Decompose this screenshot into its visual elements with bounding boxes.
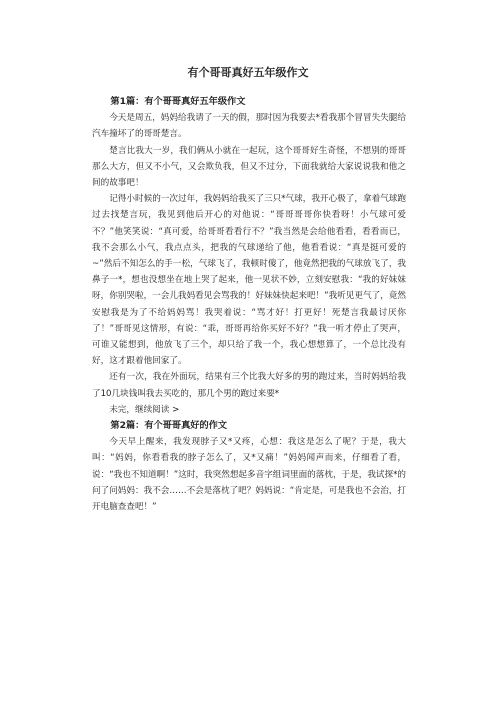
section-2-heading: 第2篇：有个哥哥真好的作文 <box>110 420 228 432</box>
section-2-paragraph-1: 今天早上醒来，我发现脖子又*又疼，心想：我这是怎么了呢？于是，我大叫：“妈妈，你看看我的脖子怎么了，又*又痛！”妈妈闻声而来，仔细看了看，说：“我也不知道啊！”这时，我突然想起多音字组词里面的落枕，于是，我试探*的问了问妈妈：我不会……不会是落枕了吧？妈妈说：“肯定是，可是我也不会治，打开电脑查查吧！” <box>92 437 406 513</box>
continue-reading-link[interactable]: 未完，继续阅读 > <box>109 404 180 415</box>
section-1-paragraph-2: 楚言比我大一岁，我们俩从小就在一起玩，这个哥哥好生奇怪，不想别的哥哥那么大方，但又不小气，又会欺负我，但又不过分，下面我就给大家说说我和他之间的故事吧！ <box>92 145 406 189</box>
section-1-paragraph-1: 今天是周五，妈妈给我请了一天的假，那时因为我要去*看我那个冒冒失失腿给汽车撞坏了的哥哥楚言。 <box>92 113 406 140</box>
section-1-paragraph-4: 还有一次，我在外面玩，结果有三个比我大好多的男的跑过来，当时妈妈给我了10几块钱叫我去买吃的，那几个男的跑过来要* <box>92 372 406 399</box>
document-body <box>92 94 406 515</box>
section-1-paragraph-3: 记得小时候的一次过年，我妈妈给我买了三只*气球，我开心极了，拿着气球跑过去找楚言玩，我见到他后开心的对他说：“哥哥哥哥你快看呀！小气球可爱不？”他笑笑说：“真可爱，给哥哥看看行不？”我当然是会给他看看，看看而已，我不会那么小气，我点点头，把我的气球递给了他，他看看说：“真是挺可爱的~”然后不知怎么的手一松，气球飞了，我顿时傻了，他竟然把我的气球放飞了，我鼻子一*，想也没想坐在地上哭了起来，他一见状不妙，立刻安慰我：“我的好妹妹呀，你别哭啦，一会儿我妈看见会骂我的！好妹妹快起来吧！”我听见更气了，竟然安慰我是为了不给妈妈骂！我哭着说：“骂才好！打更好！死楚言我最讨厌你了！”哥哥见这情形，有说：“乖，哥哥再给你买好不好？”我一听才停止了哭声，可谁又能想到，他放飞了三个，却只给了我一个，我心想想算了，一个总比没有好，这才跟着他回家了。 <box>92 194 406 367</box>
section-1-heading: 第1篇：有个哥哥真好五年级作文 <box>110 96 246 107</box>
document-title: 有个哥哥真好五年级作文 <box>187 66 309 79</box>
